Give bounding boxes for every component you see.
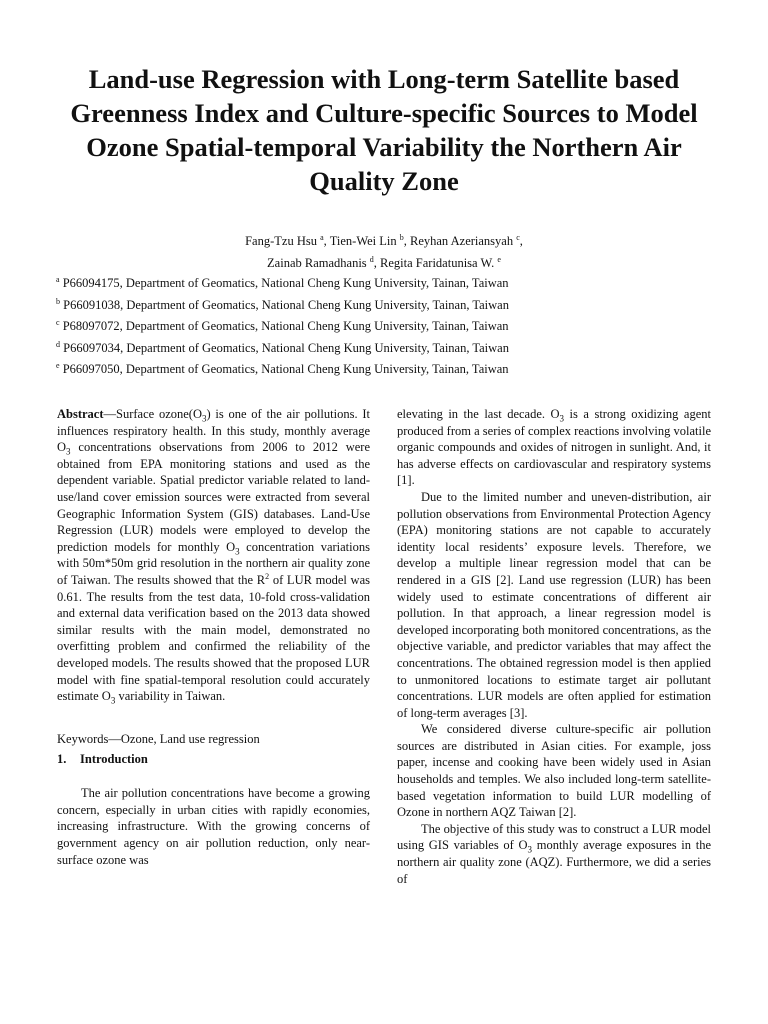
author-mark: d xyxy=(369,254,374,264)
abstract-text: concentrations observations from 2006 to 2012 were obtained from EPA monitoring stations and used as the dependent variable. Spatial predictor variable related to land-use/land cover emission sources were extracted from several Geographic Information System (GIS) databases. Land-Use Regression (LUR) models were employed to develop the prediction models for monthly O xyxy=(57,440,370,554)
author-list xyxy=(84,230,684,274)
author-separator: , xyxy=(373,256,381,270)
abstract-text: variability in Taiwan. xyxy=(115,689,226,704)
affiliation-item xyxy=(56,316,736,338)
author-name: Fang-Tzu Hsu xyxy=(245,234,317,248)
author-line-2 xyxy=(84,252,684,274)
affiliation-item xyxy=(56,273,736,295)
right-column xyxy=(397,406,711,887)
author-separator: , xyxy=(519,234,523,248)
affiliation-mark: e xyxy=(56,360,60,370)
author-name: Zainab Ramadhanis xyxy=(267,256,367,270)
affiliation-item xyxy=(56,338,736,360)
subscript: 3 xyxy=(110,695,116,706)
body-paragraph xyxy=(397,821,711,887)
author-name: Reyhan Azeriansyah xyxy=(410,234,514,248)
superscript: 2 xyxy=(265,571,270,581)
author-line-1 xyxy=(84,230,684,252)
affiliation-mark: a xyxy=(56,274,60,284)
section-heading xyxy=(57,751,370,768)
body-paragraph xyxy=(397,406,711,489)
affiliation-list xyxy=(56,273,736,381)
abstract-text: Surface ozone(O xyxy=(116,407,202,421)
affiliation-text: P66097034, Department of Geomatics, National Cheng Kung University, Tainan, Taiwan xyxy=(63,340,509,355)
abstract-paragraph xyxy=(57,406,370,705)
subscript: 3 xyxy=(66,446,71,457)
author-separator: , xyxy=(323,234,330,248)
keywords-line: Keywords—Ozone, Land use regression xyxy=(57,731,260,746)
affiliation-item xyxy=(56,359,736,381)
author-mark: e xyxy=(497,254,501,264)
subscript: 3 xyxy=(201,413,207,424)
affiliation-mark: d xyxy=(56,339,60,349)
affiliation-mark: c xyxy=(56,317,60,327)
author-separator: , xyxy=(403,234,410,248)
body-paragraph: We considered diverse culture-specific air pollution sources are distributed in Asian cities. For example, joss paper, incense and cooking have been widely used in Asian households and temples. We also included long-term satellite-based vegetation information to build LUR modelling of Ozone in northern AQZ Taiwan [2]. xyxy=(397,722,711,820)
affiliation-text: P66091038, Department of Geomatics, National Cheng Kung University, Tainan, Taiwan xyxy=(63,297,509,312)
abstract-text: concentration variations with 50m*50m grid resolution in the northern air quality zone of Taiwan. The results showed that the R xyxy=(57,539,370,587)
affiliation-item xyxy=(56,295,736,317)
body-text: monthly average exposures in the northern air quality zone (AQZ). Furthermore, we did a series of xyxy=(397,838,711,886)
affiliation-text: P66094175, Department of Geomatics, National Cheng Kung University, Tainan, Taiwan xyxy=(62,276,509,290)
abstract-text: ) is one of the air pollutions. It influences respiratory health. In this study, monthly average O xyxy=(57,407,370,455)
body-text: The objective of this study was to construct a LUR model using GIS variables of O xyxy=(397,821,711,853)
affiliation-text: P68097072, Department of Geomatics, National Cheng Kung University, Tainan, Taiwan xyxy=(62,319,509,333)
abstract-text: of LUR model was 0.61. The results from the test data, 10-fold cross-validation and external data verification based on the 2013 data showed similar results with the main model, demonstrated no overfitting problem and confirmed the reliability of the developed models. The results showed that the proposed LUR model with fine spatial-temporal resolution could accurately estimate O xyxy=(57,572,370,704)
subscript: 3 xyxy=(527,844,533,855)
paper-title: Land-use Regression with Long-term Satellite based Greenness Index and Culture-specific Sources to Model Ozone Spatial-temporal Variability the Northern Air Quality Zone xyxy=(70,64,698,196)
section-title: Introduction xyxy=(80,752,148,767)
subscript: 3 xyxy=(559,413,565,424)
subscript: 3 xyxy=(235,546,240,557)
author-mark: b xyxy=(399,232,404,242)
affiliation-mark: b xyxy=(56,296,60,306)
body-text: elevating in the last decade. O xyxy=(397,407,560,421)
affiliation-text: P66097050, Department of Geomatics, National Cheng Kung University, Tainan, Taiwan xyxy=(62,362,509,376)
body-text: is a strong oxidizing agent produced from a series of complex reactions involving volatile organic compounds and oxides of nitrogen in sunlight. And, it has adverse effects on cardiovascular and respiratory systems [1]. xyxy=(397,407,711,488)
author-name: Regita Faridatunisa W. xyxy=(380,256,495,270)
abstract-dash: — xyxy=(103,407,117,421)
left-column xyxy=(57,406,370,868)
author-name: Tien-Wei Lin xyxy=(329,234,397,248)
intro-paragraph: The air pollution concentrations have become a growing concern, especially in urban cities with rapidly economies, increasing infrastructure. With the growing concerns of government agency on air pollution reduction, only near-surface ozone was xyxy=(57,786,370,867)
section-number: 1. xyxy=(57,752,67,767)
abstract-label: Abstract xyxy=(57,407,104,421)
author-mark: c xyxy=(516,232,520,242)
body-paragraph: Due to the limited number and uneven-distribution, air pollution observations from Environmental Protection Agency (EPA) monitoring stations are not capable to accurately identity local residents’ exposure levels. Therefore, we develop a multiple linear regression model that can be rendered in a GIS [2]. Land use regression (LUR) has been widely used to estimate concentrations of different air pollution. In that approach, a linear regression model is developed incorporating both monitored concentrations, as the objective variable, and predictor variables that may affect the concentrations. The obtained regression model is then applied to unmonitored locations to estimate target air pollutant concentrations. LUR models are often applied for estimation of long-term averages [3]. xyxy=(397,489,711,720)
author-mark: a xyxy=(320,232,324,242)
